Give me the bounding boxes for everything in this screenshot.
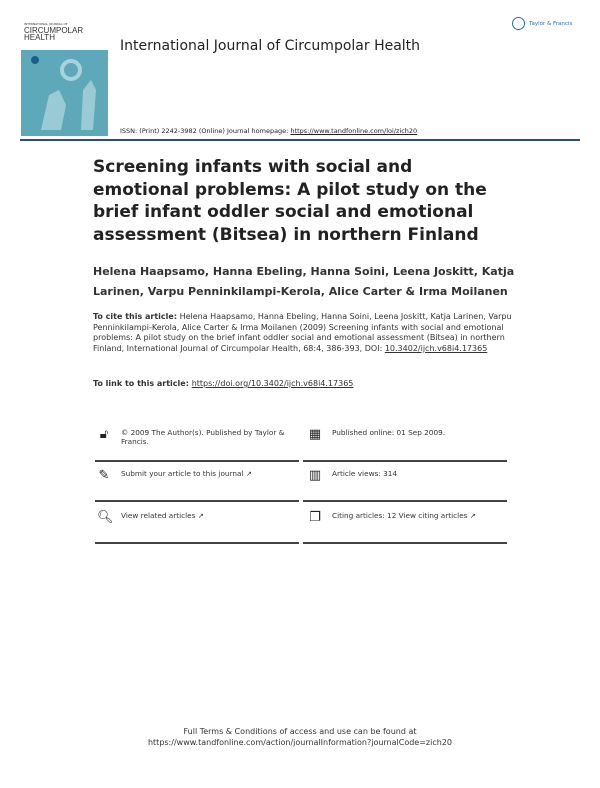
- article-authors: Helena Haapsamo, Hanna Ebeling, Hanna Soini, Leena Joskitt, Katja Larinen, Varpu Penninkilampi-Kerola, Alice Carter & Irma Moilanen: [93, 265, 515, 298]
- header-divider: [20, 139, 580, 141]
- citing-articles-link[interactable]: ❐ Citing articles: 12 View citing articles ↗: [309, 510, 476, 525]
- citation: To cite this article: Helena Haapsamo, Hanna Ebeling, Hanna Soini, Leena Joskitt, Katja Larinen, Varpu Penninkilampi-Kerola, Alice Carter & Irma Moilanen (2009) Screening infants with social and emotional problems: A pilot study on the brief infant oddler social and emotional assessment (Bitsea) in northern Finland, International Journal of Circumpolar Health, 68:4, 386-393, DOI: 10.3402/ijch.v68i4.17365: [93, 312, 512, 353]
- calendar-icon: ▦: [308, 427, 322, 442]
- journal-title: International Journal of Circumpolar Health: [120, 38, 421, 54]
- external-link-icon: ↗: [469, 511, 476, 520]
- issn-line: ISSN: (Print) 2242-3982 (Online) Journal homepage: https://www.tandfonline.com/loi/zich20: [120, 127, 418, 135]
- journal-homepage-link[interactable]: https://www.tandfonline.com/loi/zich20: [290, 127, 418, 135]
- copyright-info: 🔓︎ © 2009 The Author(s). Published by Taylor & Francis.: [97, 428, 301, 446]
- article-title: Screening infants with social and emotional problems: A pilot study on the brief infant oddler social and emotional assessment (Bitsea) in northern Finland: [93, 157, 487, 245]
- search-document-icon: 🔍︎: [97, 510, 114, 525]
- cover-small-text: INTERNATIONAL JOURNAL OF: [24, 22, 68, 26]
- submit-article-link[interactable]: ✎ Submit your article to this journal ↗: [98, 468, 252, 483]
- bar-chart-icon: ▥: [308, 468, 322, 483]
- open-access-icon: 🔓︎: [99, 427, 109, 442]
- doi-link[interactable]: 10.3402/ijch.v68i4.17365: [384, 343, 488, 353]
- footer: [0, 726, 600, 748]
- footer-url[interactable]: https://www.tandfonline.com/action/journalInformation?journalCode=zich20: [147, 738, 453, 747]
- external-link-icon: ↗: [245, 469, 252, 478]
- footer-terms: Full Terms & Conditions of access and use can be found at: [183, 727, 417, 736]
- external-link-icon: ↗: [197, 511, 204, 520]
- cover-title: CIRCUMPOLAR HEALTH: [24, 26, 84, 42]
- article-views: ▥ Article views: 314: [308, 468, 398, 483]
- journal-cover-image: [21, 20, 108, 136]
- cover-illustration: [21, 50, 108, 136]
- edit-icon: ✎: [98, 468, 110, 483]
- related-articles-link[interactable]: 🔍︎ View related articles ↗: [97, 510, 204, 525]
- article-link-line: To link to this article: https://doi.org/10.3402/ijch.v68i4.17365: [93, 379, 354, 388]
- published-info: ▦ Published online: 01 Sep 2009.: [308, 427, 446, 442]
- copy-documents-icon: ❐: [309, 510, 321, 525]
- publisher-logo: Taylor & Francis: [512, 17, 572, 30]
- article-link[interactable]: https://doi.org/10.3402/ijch.v68i4.17365: [191, 379, 354, 388]
